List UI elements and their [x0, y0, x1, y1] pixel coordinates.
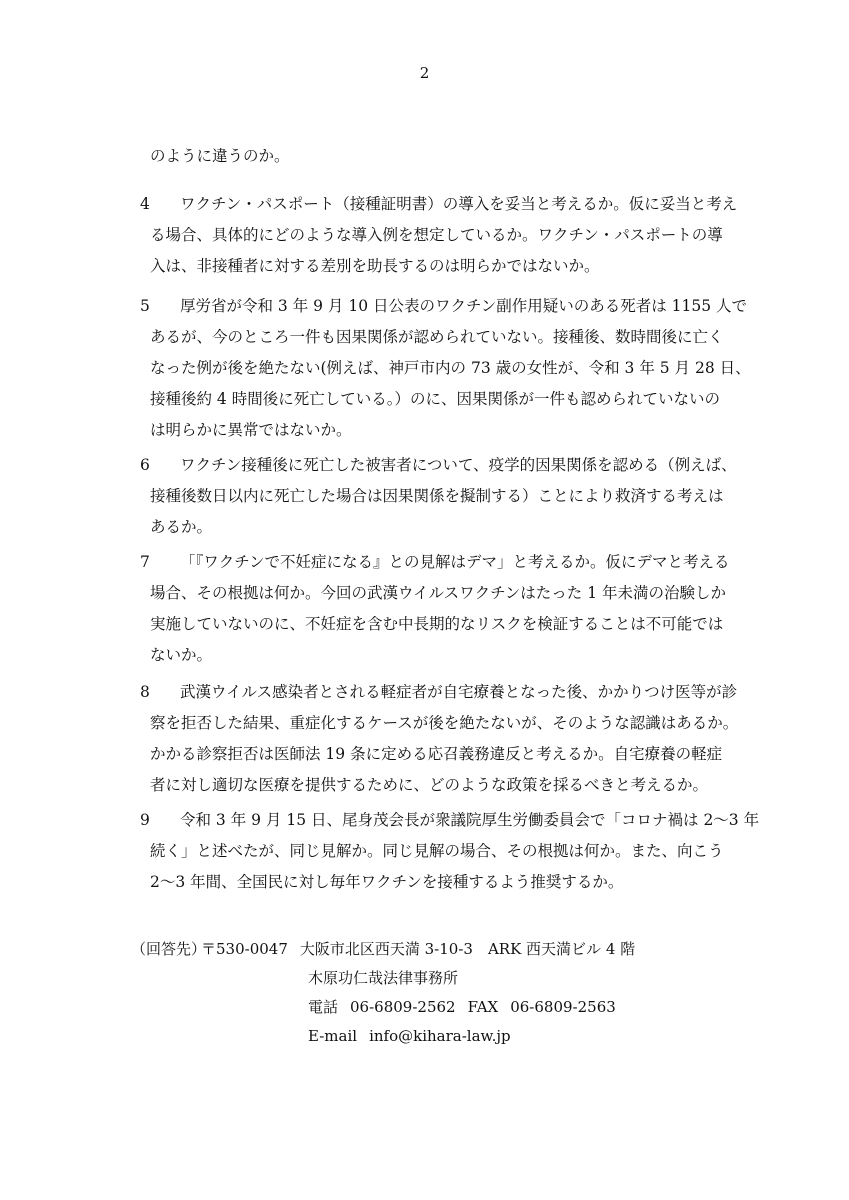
question-line: なった例が後を絶たない(例えば、神戸市内の 73 歳の女性が、令和 3 年 5 月 28 日、: [150, 359, 751, 377]
email-label: E-mail: [308, 1027, 358, 1045]
question-line: 武漢ウイルス感染者とされる軽症者が自宅療養となった後、かかりつけ医等が診: [180, 683, 738, 701]
fax-label: FAX: [467, 998, 499, 1016]
question-line: 接種後約 4 時間後に死亡している。）のに、因果関係が一件も認められていないの: [150, 390, 720, 408]
fax-number: 06-6809-2563: [510, 998, 616, 1016]
question-line: 接種後数日以内に死亡した場合は因果関係を擬制する）ことにより救済する考えは: [150, 487, 724, 505]
office-name: 木原功仁哉法律事務所: [308, 969, 459, 987]
question-number: 7: [140, 553, 150, 571]
question-number: 5: [140, 297, 150, 315]
question-line: 厚労省が令和 3 年 9 月 10 日公表のワクチン副作用疑いのある死者は 1155 人で: [180, 297, 748, 315]
question-line: 場合、その根拠は何か。今回の武漢ウイルスワクチンはたった 1 年未満の治験しか: [150, 584, 727, 602]
question-number: 8: [140, 683, 150, 701]
question-line: 令和 3 年 9 月 15 日、尾身茂会長が衆議院厚生労働委員会で「コロナ禍は 2～3 年: [180, 811, 760, 829]
question-number: 6: [140, 456, 150, 474]
question-line: 察を拒否した結果、重症化するケースが後を絶たないが、そのような認識はあるか。: [150, 714, 739, 732]
question-line: は明らかに異常ではないか。: [150, 421, 352, 439]
question-line: 入は、非接種者に対する差別を助長するのは明らかではないか。: [150, 257, 600, 275]
question-line: 実施していないのに、不妊症を含む中長期的なリスクを検証することは不可能では: [150, 615, 724, 633]
question-line: かかる診察拒否は医師法 19 条に定める応召義務違反と考えるか。自宅療養の軽症: [150, 745, 723, 763]
question-number: 4: [140, 195, 150, 213]
address-line: [201, 935, 635, 964]
email-line: [308, 1022, 511, 1051]
phone-label: 電話: [308, 998, 339, 1016]
footer-label: （回答先）: [131, 940, 207, 958]
phone-number: 06-6809-2562: [350, 998, 456, 1016]
question-line: 「『ワクチンで不妊症になる』との見解はデマ」と考えるか。仮にデマと考える: [180, 553, 730, 571]
page-number: 2: [419, 64, 430, 82]
question-line: あるか。: [150, 518, 213, 536]
question-line: あるが、今のところ一件も因果関係が認められていない。接種後、数時間後に亡く: [150, 328, 724, 346]
question-line: ワクチン接種後に死亡した被害者について、疫学的因果関係を認める（例えば、: [180, 456, 737, 474]
address: 大阪市北区西天満 3-10-3 ARK 西天満ビル 4 階: [299, 940, 636, 958]
question-line: る場合、具体的にどのような導入例を想定しているか。ワクチン・パスポートの導: [150, 226, 723, 244]
question-line: 2～3 年間、全国民に対し毎年ワクチンを接種するよう推奨するか。: [150, 873, 624, 891]
postal-code: 〒530-0047: [201, 940, 288, 958]
question-line: ないか。: [150, 646, 213, 664]
phone-line: [308, 993, 616, 1022]
email-address[interactable]: info@kihara-law.jp: [369, 1027, 511, 1045]
question-line: 続く」と述べたが、同じ見解か。同じ見解の場合、その根拠は何か。また、向こう: [150, 842, 724, 860]
continuation-text: のように違うのか。: [150, 147, 290, 165]
question-line: 者に対し適切な医療を提供するために、どのような政策を採るべきと考えるか。: [150, 776, 709, 794]
question-line: ワクチン・パスポート（接種証明書）の導入を妥当と考えるか。仮に妥当と考え: [180, 195, 738, 213]
question-number: 9: [140, 811, 150, 829]
